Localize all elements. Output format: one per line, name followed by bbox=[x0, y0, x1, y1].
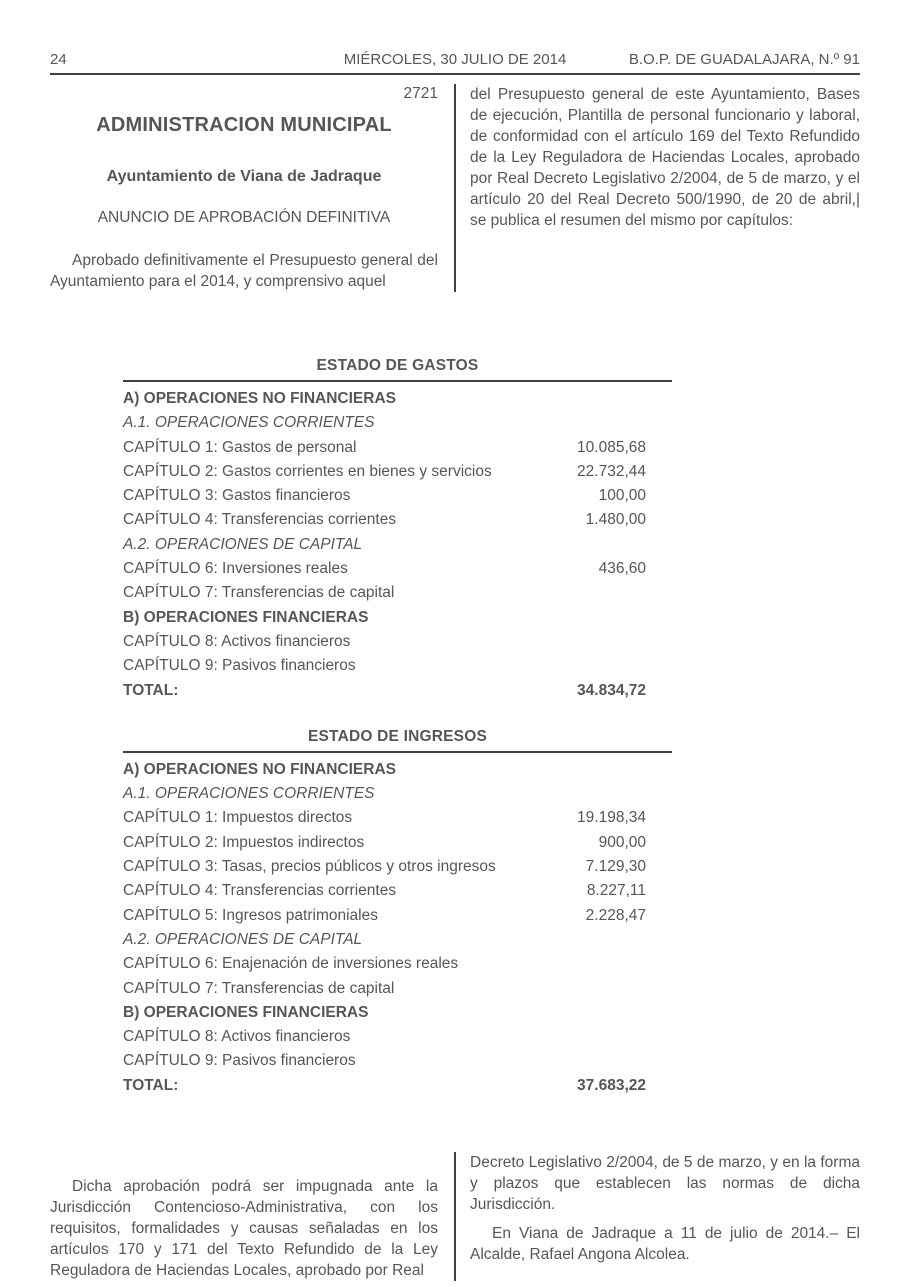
table-row bbox=[123, 581, 672, 605]
row-label: CAPÍTULO 8: Activos financieros bbox=[123, 632, 351, 650]
table-row bbox=[123, 1049, 672, 1073]
row-label: CAPÍTULO 7: Transferencias de capital bbox=[123, 584, 395, 602]
row-label: CAPÍTULO 7: Transferencias de capital bbox=[123, 979, 395, 997]
row-label: A) OPERACIONES NO FINANCIERAS bbox=[123, 390, 396, 407]
table-row bbox=[123, 436, 672, 460]
announcement-left-column bbox=[50, 84, 438, 292]
row-label: A.2. OPERACIONES DE CAPITAL bbox=[123, 930, 363, 948]
page-header bbox=[50, 0, 860, 75]
table-row bbox=[123, 904, 672, 928]
row-label: CAPÍTULO 1: Impuestos directos bbox=[123, 809, 353, 827]
row-value: 2.228,47 bbox=[585, 906, 646, 924]
table-row bbox=[123, 387, 672, 411]
row-label: CAPÍTULO 3: Tasas, precios públicos y otros ingresos bbox=[123, 858, 496, 876]
table-row bbox=[123, 977, 672, 1001]
income-table-rows bbox=[123, 753, 672, 1098]
row-value: 900,00 bbox=[598, 833, 646, 851]
row-label: TOTAL: bbox=[123, 1076, 179, 1094]
row-label: B) OPERACIONES FINANCIERAS bbox=[123, 1003, 369, 1021]
row-label: CAPÍTULO 4: Transferencias corrientes bbox=[123, 511, 397, 529]
row-label: CAPÍTULO 2: Gastos corrientes en bienes y servicios bbox=[123, 462, 492, 480]
table-row bbox=[123, 606, 672, 630]
income-table-title: ESTADO DE INGRESOS bbox=[123, 727, 672, 753]
table-row bbox=[123, 630, 672, 654]
table-row bbox=[123, 782, 672, 806]
row-label: CAPÍTULO 2: Impuestos indirectos bbox=[123, 833, 365, 851]
row-label: CAPÍTULO 1: Gastos de personal bbox=[123, 438, 357, 456]
expenses-table bbox=[123, 356, 672, 703]
row-value: 8.227,11 bbox=[586, 882, 646, 900]
row-label: A) OPERACIONES NO FINANCIERAS bbox=[123, 760, 396, 778]
table-row bbox=[123, 831, 672, 855]
row-label: CAPÍTULO 5: Ingresos patrimoniales bbox=[123, 906, 378, 924]
row-label: CAPÍTULO 6: Enajenación de inversiones reales bbox=[123, 955, 459, 973]
row-label: CAPÍTULO 3: Gastos financieros bbox=[123, 487, 351, 505]
row-label: CAPÍTULO 9: Pasivos financieros bbox=[123, 657, 356, 675]
table-row bbox=[123, 484, 672, 508]
page-number: 24 bbox=[50, 51, 67, 68]
row-value: 7.129,30 bbox=[585, 858, 646, 876]
table-row bbox=[123, 855, 672, 879]
row-value: 1.480,00 bbox=[585, 511, 646, 529]
header-bulletin-title: B.O.P. DE GUADALAJARA, N.º 91 bbox=[628, 51, 860, 68]
income-table bbox=[123, 727, 672, 1098]
row-value: 22.732,44 bbox=[577, 462, 646, 480]
announcement-title: ANUNCIO DE APROBACIÓN DEFINITIVA bbox=[97, 209, 391, 226]
row-label: CAPÍTULO 4: Transferencias corrientes bbox=[123, 882, 397, 900]
table-row bbox=[123, 460, 672, 484]
row-label: CAPÍTULO 8: Activos financieros bbox=[123, 1028, 351, 1046]
table-row bbox=[123, 879, 672, 903]
row-value: 19.198,34 bbox=[577, 809, 646, 827]
closing-section bbox=[50, 1152, 860, 1281]
closing-paragraph-left: Dicha aprobación podrá ser impugnada ante la Jurisdicción Contencioso-Administrativa, con los requisitos, formalidades y causas señaladas en los artículos 170 y 171 del Texto Refundido de la Ley Reguladora de Haciendas Locales, aprobado por Real bbox=[50, 1178, 438, 1280]
header-date: MIÉRCOLES, 30 JULIO DE 2014 bbox=[343, 51, 567, 68]
table-row bbox=[123, 806, 672, 830]
column-divider-bottom bbox=[454, 1152, 456, 1281]
signature-paragraph: En Viana de Jadraque a 11 de julio de 2014.– El Alcalde, Rafael Angona Alcolea. bbox=[470, 1225, 860, 1264]
table-row bbox=[123, 508, 672, 532]
row-value: 10.085,68 bbox=[577, 438, 646, 456]
closing-left-column bbox=[50, 1152, 438, 1281]
table-row bbox=[123, 1001, 672, 1025]
column-divider-top bbox=[454, 84, 456, 292]
row-label: A.1. OPERACIONES CORRIENTES bbox=[123, 414, 375, 432]
table-row bbox=[123, 928, 672, 952]
table-row bbox=[123, 758, 672, 782]
table-row bbox=[123, 654, 672, 678]
municipality-title: Ayuntamiento de Viana de Jadraque bbox=[106, 168, 382, 185]
expenses-table-rows bbox=[123, 382, 672, 703]
row-label: TOTAL: bbox=[123, 681, 179, 699]
row-value: 436,60 bbox=[598, 560, 646, 578]
table-row bbox=[123, 1074, 672, 1098]
intro-paragraph-left: Aprobado definitivamente el Presupuesto general del Ayuntamiento para el 2014, y comprensivo aquel bbox=[50, 252, 438, 290]
section-title: ADMINISTRACION MUNICIPAL bbox=[96, 114, 392, 136]
row-label: CAPÍTULO 6: Inversiones reales bbox=[123, 560, 348, 578]
row-label: A.1. OPERACIONES CORRIENTES bbox=[123, 785, 375, 803]
announcement-right-column bbox=[470, 84, 860, 292]
row-value: 100,00 bbox=[598, 487, 646, 505]
row-label: A.2. OPERACIONES DE CAPITAL bbox=[123, 535, 363, 553]
table-row bbox=[123, 411, 672, 435]
table-row bbox=[123, 1025, 672, 1049]
table-row bbox=[123, 533, 672, 557]
closing-paragraph-right: Decreto Legislativo 2/2004, de 5 de marzo, y en la forma y plazos que establecen las normas de dicha Jurisdicción. bbox=[470, 1154, 860, 1214]
row-label: CAPÍTULO 9: Pasivos financieros bbox=[123, 1052, 356, 1070]
intro-paragraph-right: del Presupuesto general de este Ayuntamiento, Bases de ejecución, Plantilla de personal funcionario y laboral, de conformidad con el artículo 169 del Texto Refundido de la Ley Reguladora de Haciendas Locales, aprobado por Real Decreto Legislativo 2/2004, de 5 de marzo, y el artículo 20 del Real Decreto 500/1990, de 20 de abril,| se publica el resumen del mismo por capítulos: bbox=[470, 86, 860, 229]
announcement-header-section bbox=[50, 84, 860, 292]
table-row bbox=[123, 679, 672, 703]
expenses-table-title: ESTADO DE GASTOS bbox=[123, 356, 672, 382]
announcement-number: 2721 bbox=[403, 85, 438, 102]
row-label: B) OPERACIONES FINANCIERAS bbox=[123, 608, 369, 626]
row-value: 34.834,72 bbox=[577, 681, 646, 699]
row-value: 37.683,22 bbox=[577, 1076, 646, 1094]
closing-right-column bbox=[470, 1152, 860, 1281]
table-row bbox=[123, 557, 672, 581]
table-row bbox=[123, 952, 672, 976]
